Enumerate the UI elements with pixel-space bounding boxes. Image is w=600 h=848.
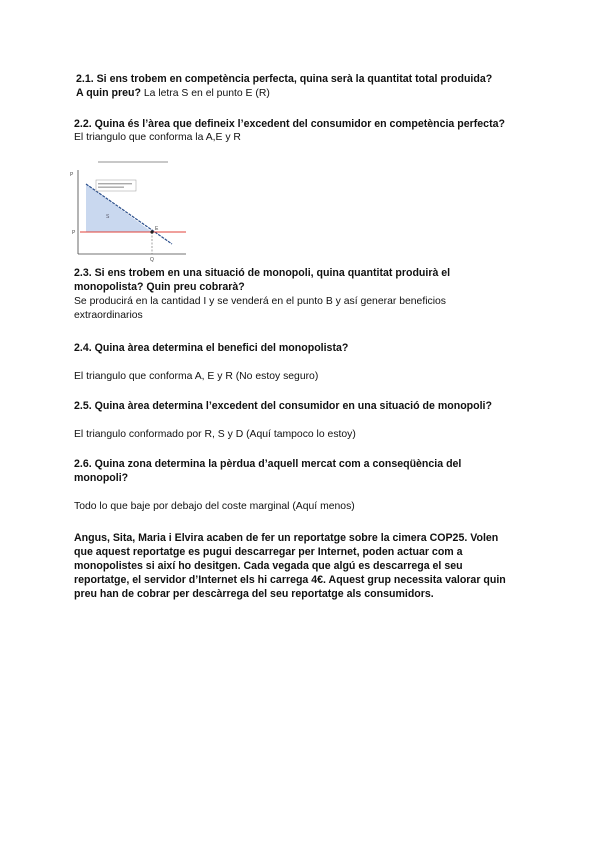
closing-paragraph: [74, 531, 544, 601]
answer-2-4: El triangulo que conforma A, E y R (No estoy seguro): [74, 371, 319, 382]
question-2-1-line2: [76, 86, 546, 101]
question-2-6-line1: 2.6. Quina zona determina la pèrdua d’aquell mercat com a conseqüència del: [74, 458, 462, 470]
y-axis-label: P: [70, 172, 74, 178]
quantity-tick-label: Q: [150, 257, 154, 263]
surplus-diagram: [68, 158, 196, 264]
closing-line-3: monopolistes si així ho desitgen. Cada vegada que algú es descarrega el seu: [74, 560, 463, 572]
answer-2-2: El triangulo que conforma la A,E y R: [74, 132, 241, 143]
question-2-3-line2: monopolista? Quin preu cobrarà?: [74, 281, 245, 293]
question-2-1-text: 2.1. Si ens trobem en competència perfecta, quina serà la quantitat total produida?: [76, 73, 493, 85]
closing-line-1: Angus, Sita, Maria i Elvira acaben de fer un reportatge sobre la cimera COP25. Volen: [74, 532, 499, 544]
question-2-2-text: 2.2. Quina és l’àrea que defineix l’excedent del consumidor en competència perfecta?: [74, 118, 505, 130]
question-2-5-text: 2.5. Quina àrea determina l’excedent del consumidor en una situació de monopoli?: [74, 400, 492, 412]
area-label: S: [106, 214, 110, 220]
question-2-3: [74, 266, 544, 323]
question-2-1: [76, 72, 546, 101]
answer-2-3-line1: Se producirá en la cantidad I y se venderá en el punto B y así generar beneficios: [74, 296, 446, 307]
question-2-1-cont: A quin preu?: [76, 87, 141, 99]
closing-line-4: reportatge, el servidor d’Internet els hi carrega 4€. Aquest grup necessita valorar quin: [74, 574, 506, 586]
annotation-box: [96, 180, 136, 191]
answer-2-5: El triangulo conformado por R, S y D (Aquí tampoco lo estoy): [74, 429, 356, 440]
answer-2-3-line2: extraordinarios: [74, 310, 143, 321]
question-2-6: [74, 457, 544, 514]
question-2-4: [74, 341, 544, 384]
figure-caption-blur: [98, 161, 168, 163]
answer-2-6: Todo lo que baje por debajo del coste marginal (Aquí menos): [74, 501, 355, 512]
price-tick-label: P: [72, 230, 76, 236]
question-2-2: [74, 117, 544, 145]
answer-2-1: La letra S en el punto E (R): [143, 88, 270, 99]
question-2-4-text: 2.4. Quina àrea determina el benefici del monopolista?: [74, 342, 349, 354]
equilibrium-point: [150, 230, 153, 233]
closing-line-2: que aquest reportatge es pugui descarregar per Internet, poden actuar com a: [74, 546, 463, 558]
question-2-3-line1: 2.3. Si ens trobem en una situació de monopoli, quina quantitat produirà el: [74, 267, 451, 279]
point-label: E: [155, 226, 159, 232]
question-2-5: [74, 399, 544, 442]
surplus-diagram-svg: [68, 158, 196, 264]
question-2-6-line2: monopoli?: [74, 472, 129, 484]
closing-line-5: preu han de cobrar per descàrrega del seu reportatge als consumidors.: [74, 588, 434, 600]
